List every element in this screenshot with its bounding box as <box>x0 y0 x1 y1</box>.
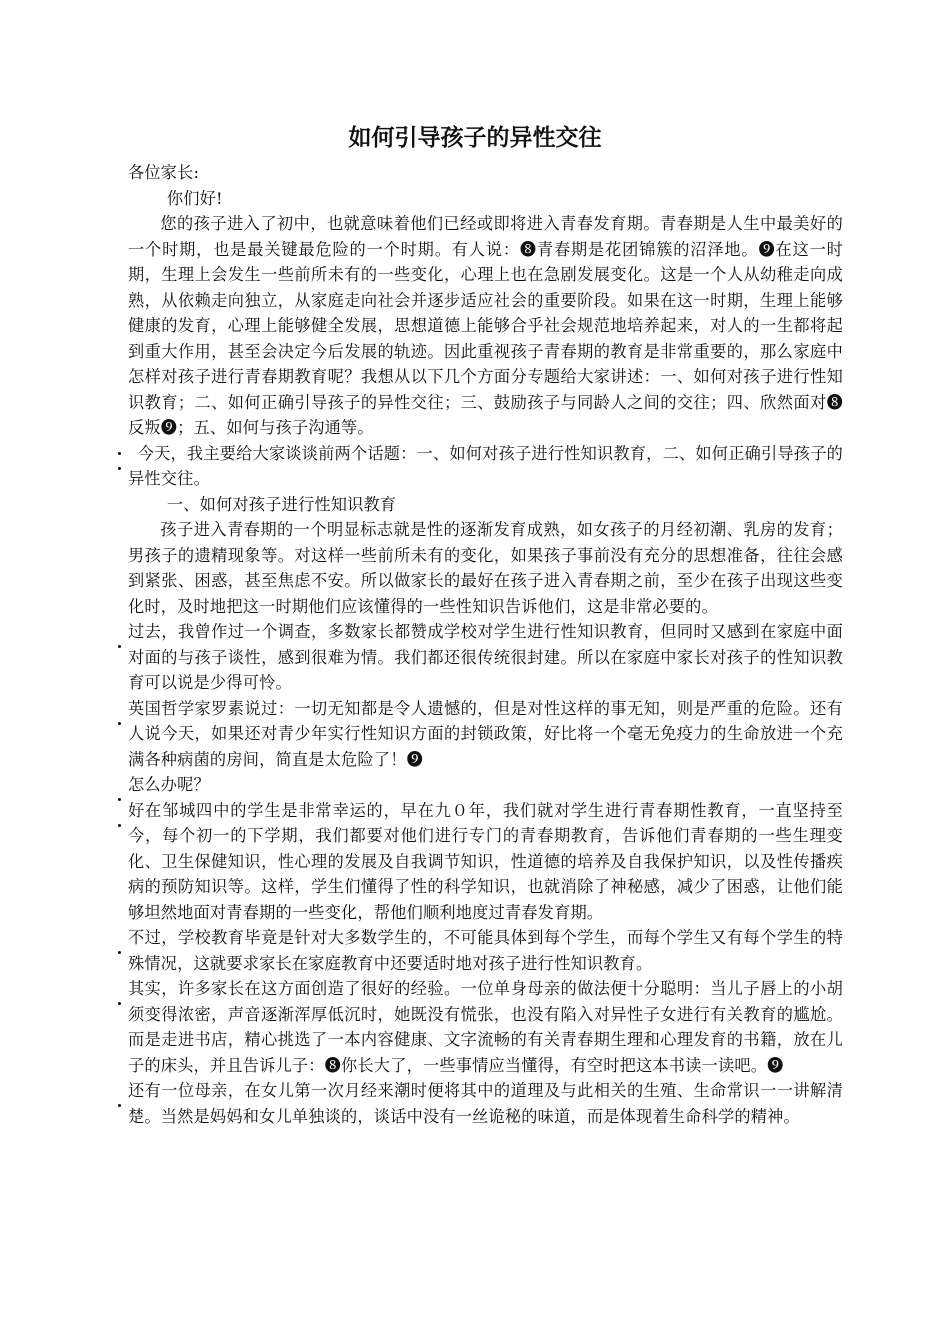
paragraph-puberty: 孩子进入青春期的一个明显标志就是性的逐渐发育成熟，如女孩子的月经初潮、乳房的发育；男孩子的遗精现象等。对这样一些前所未有的变化，如果孩子事前没有充分的思想准备，往往会感到紧张、困惑，甚至焦虑不安。所以做家长的最好在孩子进入青春期之前，至少在孩子出现这些变化时，及时地把这一时期他们应该懂得的一些性知识告诉他们，这是非常必要的。 <box>128 520 843 616</box>
paragraph-intro: 您的孩子进入了初中，也就意味着他们已经或即将进入青春发育期。青春期是人生中最美好的一个时期，也是最关键最危险的一个时期。有人说：❽青春期是花团锦簇的沼泽地。❾在这一时期，生理上会发生一些前所未有的一些变化，心理上也在急剧发展变化。这是一个人从幼稚走向成熟，从依赖走向独立，从家庭走向社会并逐步适应社会的重要阶段。如果在这一时期，生理上能够健康的发育，心理上能够健全发展，思想道德上能够合乎社会规范地培养起来，对人的一生都将起到重大作用，甚至会决定今后发展的轨迹。因此重视孩子青春期的教育是非常重要的，那么家庭中怎样对孩子进行青春期教育呢？我想从以下几个方面分专题给大家讲述：一、如何对孩子进行性知识教育；二、如何正确引导孩子的异性交往；三、鼓励孩子与同龄人之间的交往；四、欣然面对❽反叛❾；五、如何与孩子沟通等。 <box>128 214 843 437</box>
paragraph-topics-today: 今天，我主要给大家谈谈前两个话题：一、如何对孩子进行性知识教育，二、如何正确引导孩子的异性交往。 <box>128 443 843 488</box>
paragraph-wrapper <box>128 772 843 798</box>
paragraph-wrapper <box>128 696 843 773</box>
salutation: 各位家长: <box>128 163 200 182</box>
paragraph-family-role: 不过，学校教育毕竟是针对大多数学生的，不可能具体到每个学生，而每个学生又有每个学生的特殊情况，这就要求家长在家庭教育中还要适时地对孩子进行性知识教育。 <box>128 928 843 973</box>
paragraph-wrapper <box>128 441 843 492</box>
bullet-marker <box>118 1002 121 1005</box>
document-title: 如何引导孩子的异性交往 <box>348 125 602 151</box>
paragraph-russell-quote: 英国哲学家罗素说过：一切无知都是令人遗憾的，但是对性这样的事无知，则是严重的危险。还有人说今天，如果还对青少年实行性知识方面的封锁政策，好比将一个毫无免疫力的生命放进一个充满各种病菌的房间，简直是太危险了！❾ <box>128 698 843 769</box>
paragraph-survey: 过去，我曾作过一个调查，多数家长都赞成学校对学生进行性知识教育，但同时又感到在家庭中面对面的与孩子谈性，感到很难为情。我们都还很传统很封建。所以在家庭中家长对孩子的性知识教育可以说是少得可怜。 <box>128 622 843 692</box>
bullet-marker <box>118 452 121 455</box>
paragraph-single-mother: 其实，许多家长在这方面创造了很好的经验。一位单身母亲的做法便十分聪明：当儿子唇上的小胡须变得浓密，声音逐渐浑厚低沉时，她既没有慌张，也没有陷入对异性子女进行有关教育的尴尬。而是走进书店，精心挑选了一本内容健康、文字流畅的有关青春期生理和心理发育的书籍，放在儿子的床头，并且告诉儿子：❽你长大了，一些事情应当懂得，有空时把这本书读一读吧。❾ <box>128 979 843 1075</box>
bullet-marker <box>118 722 121 725</box>
bullet-marker <box>118 824 121 827</box>
paragraph-wrapper <box>128 798 843 926</box>
section-heading: 一、如何对孩子进行性知识教育 <box>166 494 397 514</box>
bullet-marker <box>118 645 121 648</box>
paragraph-wrapper <box>128 925 843 976</box>
paragraph-school-program: 好在邹城四中的学生是非常幸运的，早在九０年，我们就对学生进行青春期性教育，一直坚持至今，每个初一的下学期，我们都要对他们进行专门的青春期教育，告诉他们青春期的一些生理变化、卫生保健知识，性心理的发展及自我调节知识，性道德的培养及自我保护知识，以及性传播疾病的预防知识等。这样，学生们懂得了性的科学知识，也就消除了神秘感，减少了困惑，让他们能够坦然地面对青春期的一些变化，帮他们顺利地度过青春发育期。 <box>128 800 843 922</box>
paragraph-wrapper <box>128 619 843 696</box>
bullet-marker <box>118 951 121 954</box>
bullet-marker <box>118 798 121 801</box>
paragraph-question: 怎么办呢？ <box>128 775 210 794</box>
bullet-marker <box>118 1104 121 1107</box>
paragraph-mother-daughter: 还有一位母亲，在女儿第一次月经来潮时便将其中的道理及与此相关的生殖、生命常识一一讲解清楚。当然是妈妈和女儿单独谈的，谈话中没有一丝诡秘的味道，而是体现着生命科学的精神。 <box>128 1081 843 1126</box>
document-body <box>128 160 843 1129</box>
bullet-marker <box>118 467 121 470</box>
paragraph-wrapper <box>128 976 843 1078</box>
greeting: 你们好! <box>166 188 223 208</box>
paragraph-wrapper <box>128 1078 843 1129</box>
